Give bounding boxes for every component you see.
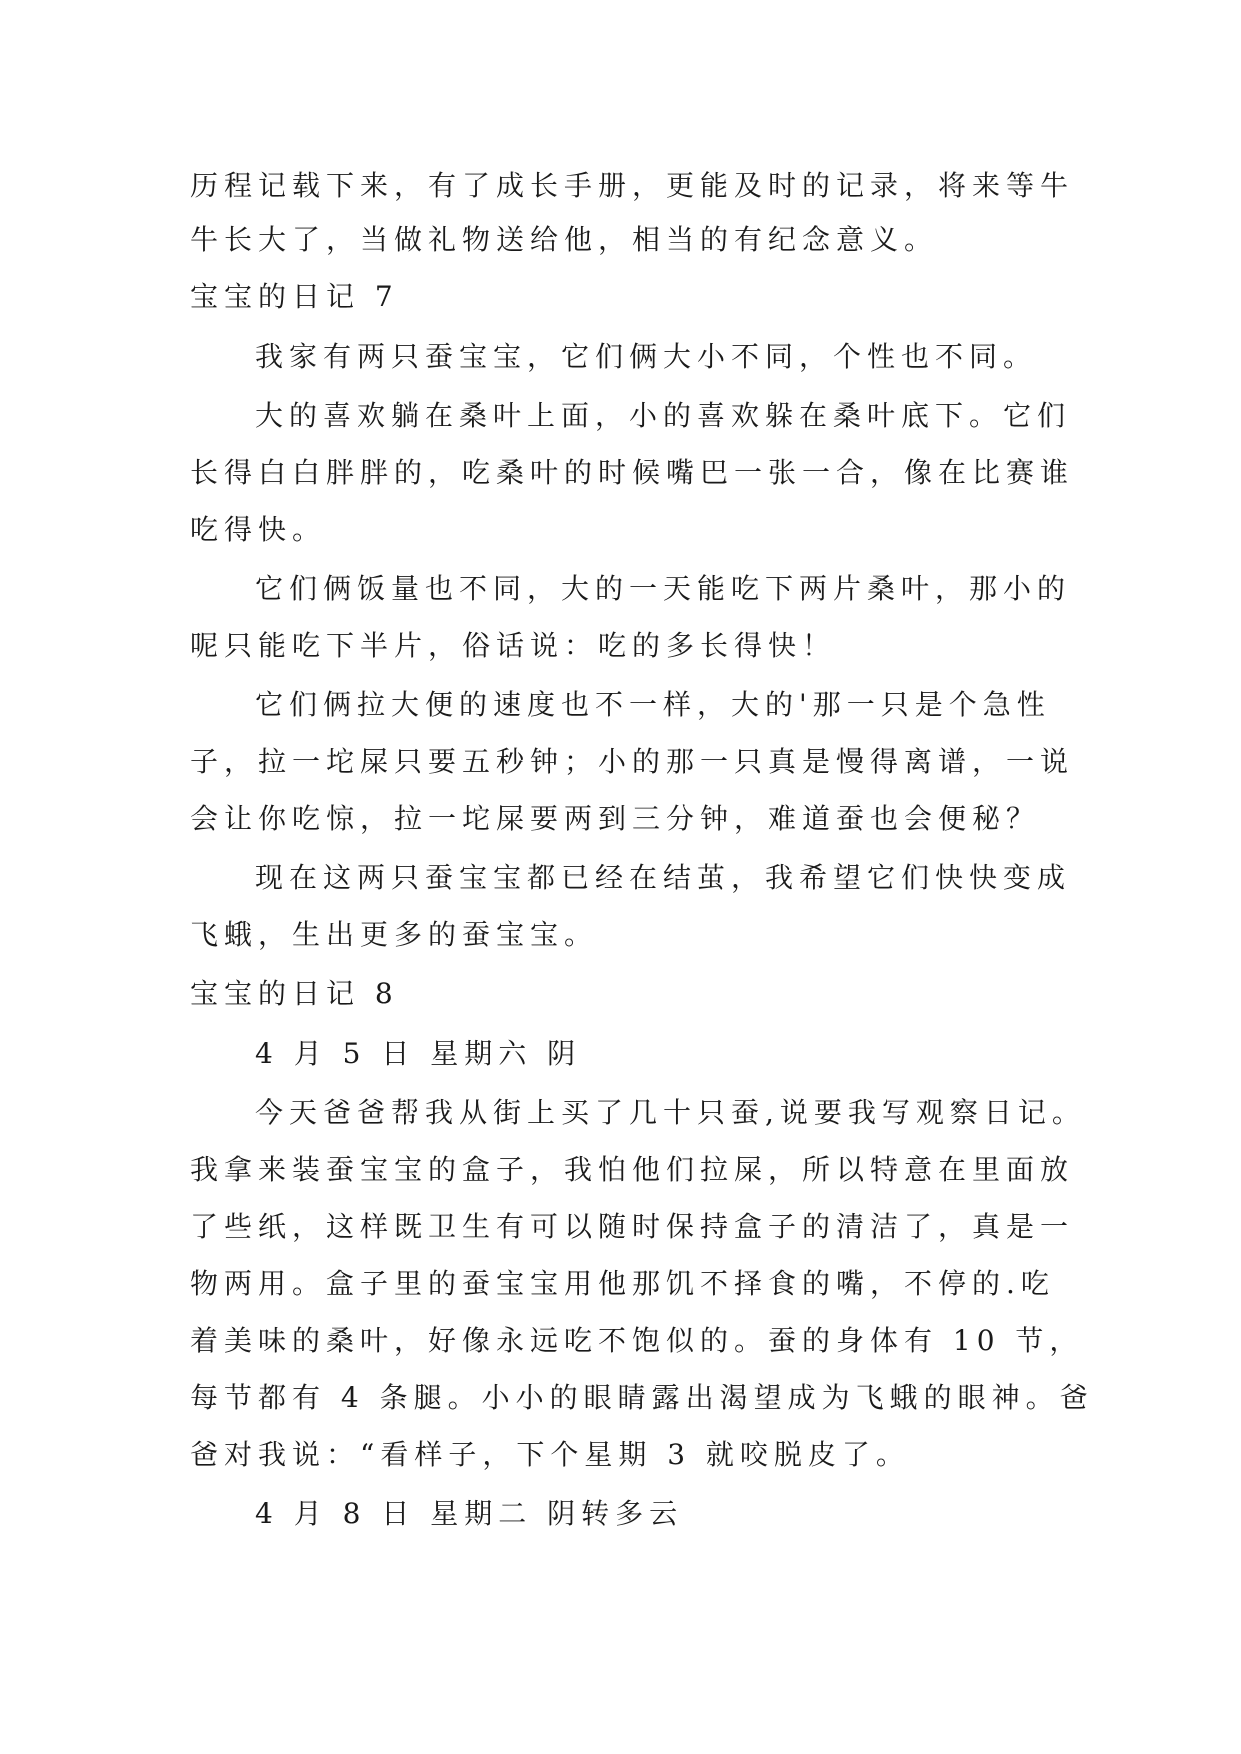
text-line: 子，拉一坨屎只要五秒钟；小的那一只真是慢得离谱，一说: [190, 745, 1075, 778]
date-line: 4 月 5 日 星期六 阴: [255, 1037, 582, 1070]
text-line: 牛长大了，当做礼物送给他，相当的有纪念意义。: [190, 223, 939, 256]
text-line: 着美味的桑叶，好像永远吃不饱似的。蚕的身体有 10 节，: [190, 1324, 1084, 1357]
text-line: 我拿来装蚕宝宝的盒子，我怕他们拉屎，所以特意在里面放: [190, 1153, 1075, 1186]
text-line: 它们俩拉大便的速度也不一样，大的'那一只是个急性: [255, 688, 1051, 721]
text-line: 今天爸爸帮我从街上买了几十只蚕,说要我写观察日记。: [255, 1096, 1086, 1129]
text-line: 呢只能吃下半片，俗话说：吃的多长得快！: [190, 629, 837, 662]
text-line: 历程记载下来，有了成长手册，更能及时的记录，将来等牛: [190, 169, 1075, 202]
section-heading: 宝宝的日记 7: [190, 280, 399, 313]
text-line: 我家有两只蚕宝宝，它们俩大小不同，个性也不同。: [255, 340, 1038, 373]
section-heading: 宝宝的日记 8: [190, 977, 399, 1010]
text-line: 爸对我说：“看样子，下个星期 3 就咬脱皮了。: [190, 1438, 910, 1471]
date-line: 4 月 8 日 星期二 阴转多云: [255, 1497, 684, 1530]
text-line: 物两用。盒子里的蚕宝宝用他那饥不择食的嘴，不停的.吃: [190, 1267, 1055, 1300]
text-line: 了些纸，这样既卫生有可以随时保持盒子的清洁了，真是一: [190, 1210, 1075, 1243]
text-line: 吃得快。: [190, 513, 327, 546]
text-line: 每节都有 4 条腿。小小的眼睛露出渴望成为飞蛾的眼神。爸: [190, 1381, 1094, 1414]
text-line: 大的喜欢躺在桑叶上面，小的喜欢躲在桑叶底下。它们: [255, 399, 1072, 432]
text-line: 现在这两只蚕宝宝都已经在结茧，我希望它们快快变成: [255, 861, 1072, 894]
text-line: 飞蛾，生出更多的蚕宝宝。: [190, 918, 599, 951]
text-line: 长得白白胖胖的，吃桑叶的时候嘴巴一张一合，像在比赛谁: [190, 456, 1075, 489]
text-line: 它们俩饭量也不同，大的一天能吃下两片桑叶，那小的: [255, 572, 1072, 605]
text-line: 会让你吃惊，拉一坨屎要两到三分钟，难道蚕也会便秘？: [190, 802, 1041, 835]
